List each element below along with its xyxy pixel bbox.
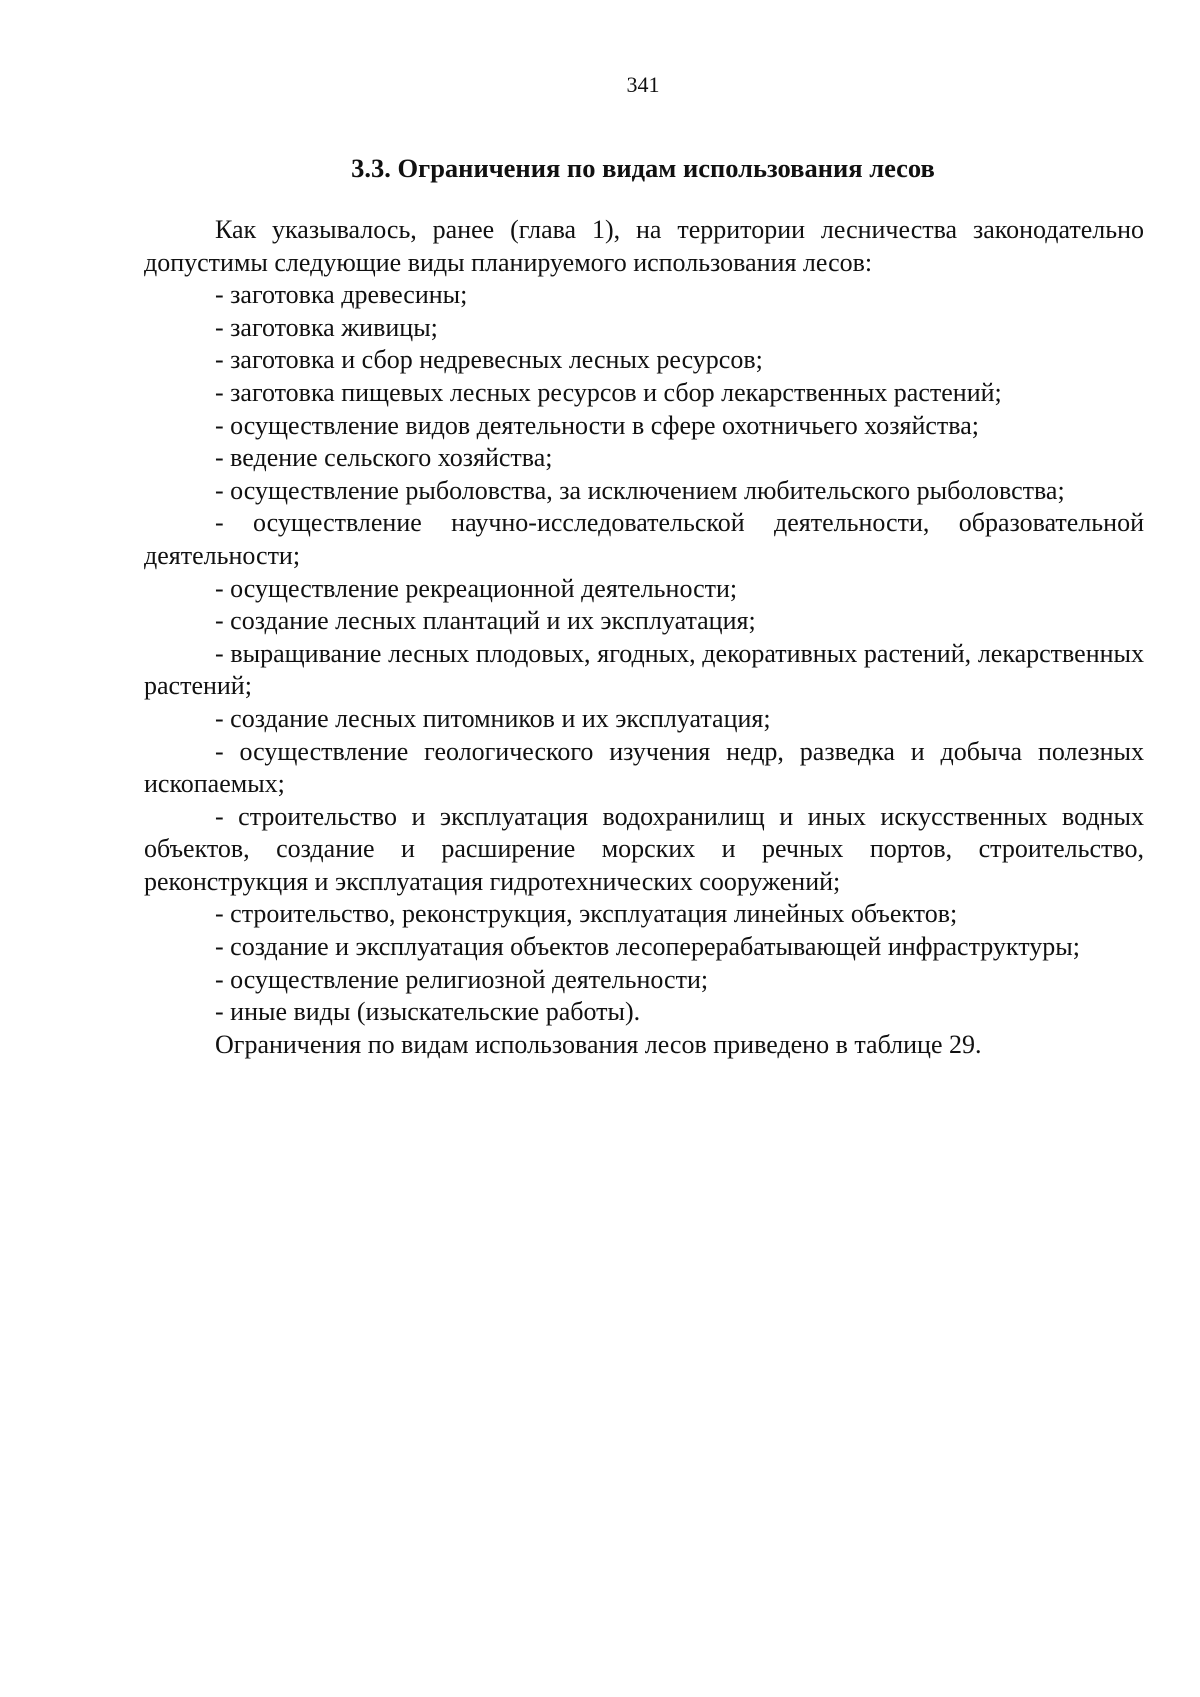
list-item: - создание лесных питомников и их эксплуатация; [215,703,771,733]
intro-paragraph: Как указывалось, ранее (глава 1), на территории лесничества законодательно допустимы следующие виды планируемого использования лесов: [144,215,1144,277]
list-item: - строительство и эксплуатация водохранилищ и иных искусственных водных объектов, создание и расширение морских и речных портов, строительство, реконструкция и эксплуатация гидротехнических сооружений; [144,801,1144,896]
body-text [144,214,1144,1061]
list-item: - иные виды (изыскательские работы). [215,997,641,1027]
list-item: - осуществление рекреационной деятельности; [215,573,738,603]
list-item: - создание и эксплуатация объектов лесоперерабатывающей инфраструктуры; [215,932,1080,962]
section-title: 3.3. Ограничения по видам использования лесов [351,153,935,183]
list-item: - заготовка живицы; [215,312,438,342]
list-item: - заготовка и сбор недревесных лесных ресурсов; [215,345,763,375]
list-item: - строительство, реконструкция, эксплуатация линейных объектов; [215,899,958,929]
list-item: - заготовка пищевых лесных ресурсов и сбор лекарственных растений; [215,377,1002,407]
list-item: - ведение сельского хозяйства; [215,443,553,473]
list-item: - создание лесных плантаций и их эксплуатация; [215,606,756,636]
list-item: - осуществление видов деятельности в сфере охотничьего хозяйства; [215,410,979,440]
list-item: - осуществление научно-исследовательской деятельности, образовательной деятельности; [144,508,1144,570]
list-item: - выращивание лесных плодовых, ягодных, декоративных растений, лекарственных растений; [144,638,1144,701]
list-item: - осуществление геологического изучения недр, разведка и добыча полезных ископаемых; [144,736,1144,799]
closing-paragraph: Ограничения по видам использования лесов приведено в таблице 29. [215,1029,982,1059]
list-item: - осуществление религиозной деятельности; [215,964,709,994]
page-number: 341 [626,72,660,97]
list-item: - осуществление рыболовства, за исключением любительского рыболовства; [215,475,1065,505]
list-item: - заготовка древесины; [215,280,468,310]
